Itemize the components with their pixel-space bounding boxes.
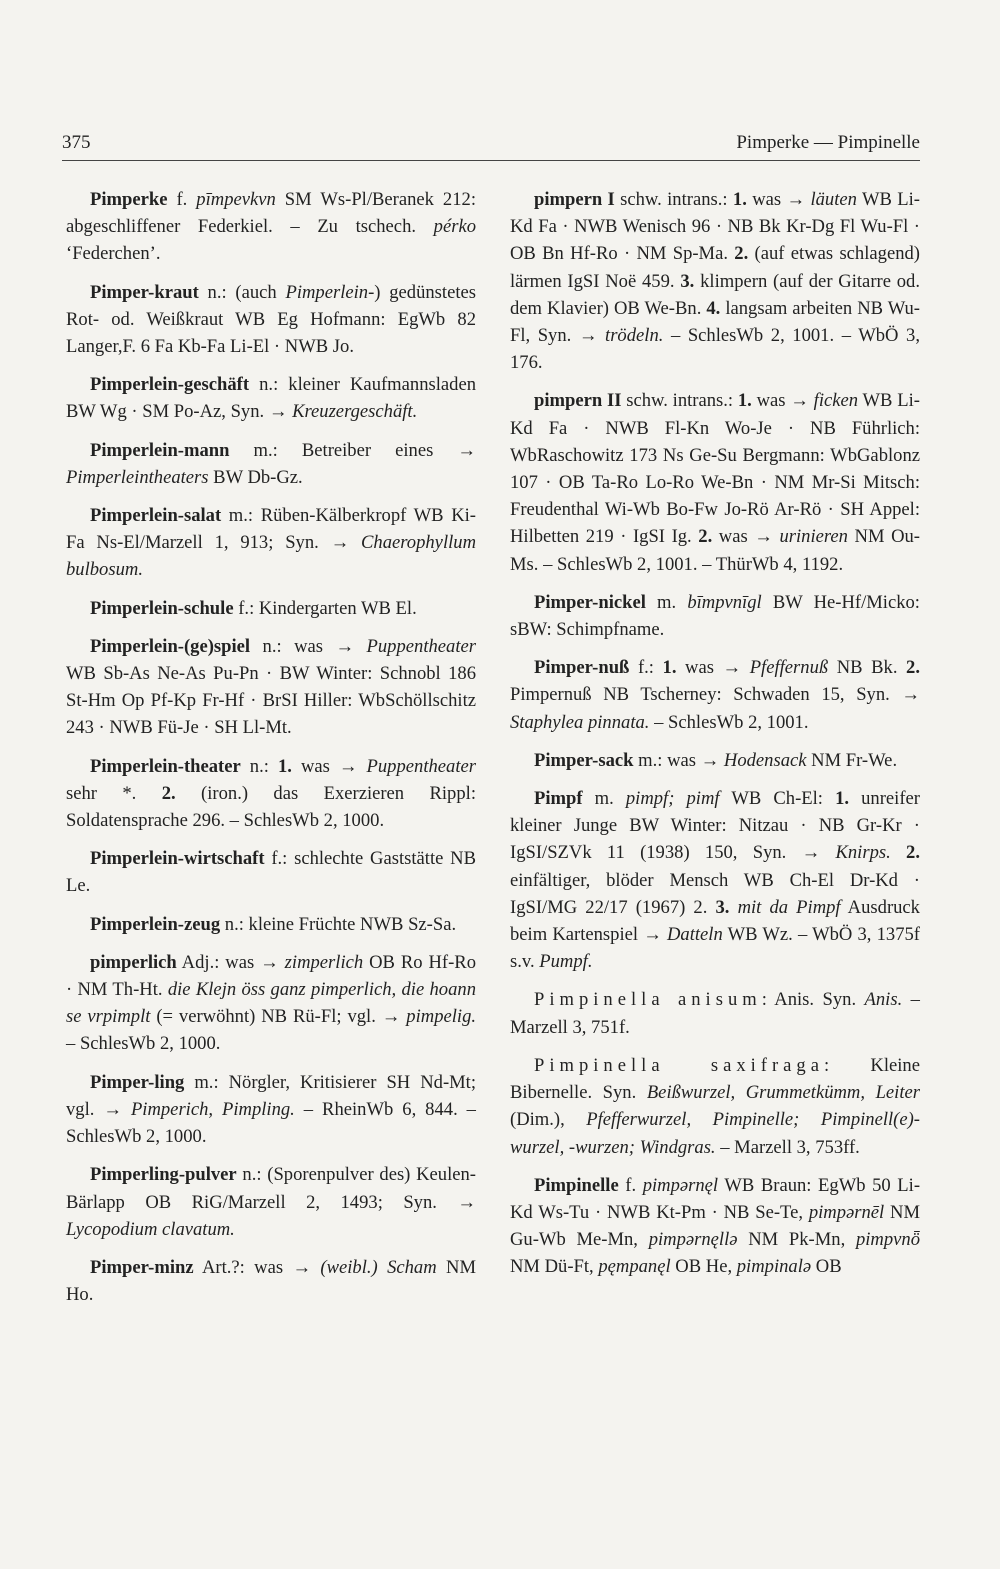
page-header: [62, 128, 920, 161]
dictionary-entry: [66, 753, 476, 835]
dictionary-entry: [66, 437, 476, 491]
entry-headword: Pimper-nickel: [534, 591, 646, 613]
dictionary-entry: [510, 589, 920, 643]
entry-body: f.: Kindergarten WB El.: [233, 597, 417, 619]
entry-body: n.: kleine Früchte NWB Sz-Sa.: [220, 913, 457, 935]
dictionary-entry: [66, 186, 476, 268]
entry-headword: Pimper-ling: [90, 1071, 185, 1093]
entry-headword: Pimperling-pulver: [90, 1164, 237, 1186]
entry-headword: Pimperlein-zeug: [90, 913, 221, 935]
entry-body: f.: schlechte Gaststätte NB Le.: [66, 848, 476, 897]
entry-headword: Pimper-minz: [90, 1256, 194, 1278]
entry-body: n.: (auch Pimperlein-) gedünstetes Rot- od. Weißkraut WB Eg Hofmann: EgWb 82 Langer,F. 6 Fa Kb-Fa Li-El · NWB Jo.: [66, 281, 476, 358]
entry-body: n.: (Sporenpulver des) Keulen-Bärlapp OB RiG/Marzell 2, 1493; Syn. → Lycopodium clavatum.: [66, 1164, 476, 1240]
entry-headword: Pimperlein-(ge)spiel: [90, 635, 251, 657]
entry-body: Pimpinella anisum: Anis. Syn. Anis. – Marzell 3, 751f.: [510, 989, 920, 1038]
entry-body: m.: was → Hodensack NM Fr-We.: [633, 749, 898, 771]
entry-headword: Pimpinelle: [534, 1174, 619, 1196]
dictionary-entry: [510, 785, 920, 975]
entry-body: Pimpinella saxifraga: Kleine Bibernelle. Syn. Beißwurzel, Grummetkümm, Leiter (Dim.), Pfefferwurzel, Pimpinelle; Pimpinell(e)-wurzel, -wurzen; Windgras. – Marzell 3, 753ff.: [510, 1054, 921, 1158]
entry-body: schw. intrans.: 1. was → ficken WB Li-Kd Fa · NWB Fl-Kn Wo-Je · NB Führlich: WbRaschowitz 173 Ns Ge-Su Bergmann: WbGablonz 107 · OB Ta-Ro Lo-Ro We-Bn · NM Mr-Si Mitsch: Freudenthal Wi-Wb Bo-Fw Jo-Rö Ar-Rö · SH Appel: Hilbetten 219 · IgSI Ig. 2. was → urinieren NM Ou-Ms. – SchlesWb 2, 1001. – ThürWb 4, 1192.: [510, 390, 920, 575]
dictionary-entry: [66, 279, 476, 361]
dictionary-entry: [66, 949, 476, 1058]
entry-body: n.: kleiner Kaufmannsladen BW Wg · SM Po-Az, Syn. → Kreuzergeschäft.: [66, 374, 476, 423]
dictionary-entry: [510, 1052, 920, 1161]
entry-body: m. bīmpvnīgl BW He-Hf/Micko: sBW: Schimpfname.: [510, 591, 920, 641]
entry-body: f. pimpərnęl WB Braun: EgWb 50 Li-Kd Ws-Tu · NWB Kt-Pm · NB Se-Te, pimpərnēl NM Gu-Wb Me-Mn, pimpərnęllə NM Pk-Mn, pimpvnȫ NM Dü-Ft, pęmpanęl OB He, pimpinalə OB: [510, 1174, 921, 1278]
entry-body: n.: 1. was → Puppentheater sehr *. 2. (iron.) das Exerzieren Rippl: Soldatensprache 296. – SchlesWb 2, 1000.: [66, 755, 476, 832]
entry-headword: Pimperlein-theater: [90, 755, 241, 777]
entry-headword: Pimpf: [534, 788, 583, 810]
entry-headword: pimpern I: [534, 189, 615, 210]
right-column: [510, 186, 920, 1292]
dictionary-entry: [510, 186, 920, 376]
entry-headword: Pimper-sack: [534, 749, 634, 771]
entry-headword: Pimper-nuß: [534, 657, 630, 679]
entry-body: m.: Rüben-Kälberkropf WB Ki-Fa Ns-El/Marzell 1, 913; Syn. → Chaerophyllum bulbosum.: [66, 505, 476, 581]
dictionary-entry: [66, 1069, 476, 1151]
page-number: 375: [62, 132, 91, 153]
dictionary-entry: [66, 845, 476, 899]
dictionary-entry: [66, 502, 476, 584]
entry-headword: Pimperke: [90, 189, 168, 210]
dictionary-entry: [66, 371, 476, 425]
running-head: Pimperke — Pimpinelle: [736, 132, 920, 153]
entry-body: m.: Betreiber eines → Pimperleintheaters BW Db-Gz.: [66, 439, 476, 488]
entry-headword: Pimperlein-mann: [90, 439, 230, 461]
dictionary-entry: [66, 1161, 476, 1243]
dictionary-entry: [66, 911, 476, 938]
entry-body: m.: Nörgler, Kritisierer SH Nd-Mt; vgl. → Pimperich, Pimpling. – RheinWb 6, 844. – SchlesWb 2, 1000.: [66, 1071, 476, 1148]
entry-body: schw. intrans.: 1. was → läuten WB Li-Kd Fa · NWB Wenisch 96 · NB Bk Kr-Dg Fl Wu-Fl · OB Bn Hf-Ro · NM Sp-Ma. 2. (auf etwas schlagend) lärmen IgSI Noë 459. 3. klimpern (auf der Gitarre od. dem Klavier) OB We-Bn. 4. langsam arbeiten NB Wu-Fl, Syn. → trödeln. – SchlesWb 2, 1001. – WbÖ 3, 176.: [510, 189, 920, 374]
entry-body: Art.?: was → (weibl.) Scham NM Ho.: [66, 1256, 476, 1306]
entry-headword: Pimperlein-geschäft: [90, 374, 250, 396]
dictionary-entry: [510, 1172, 920, 1281]
entry-body: m. pimpf; pimf WB Ch-El: 1. unreifer kleiner Junge BW Winter: Nitzau · NB Gr-Kr · IgSI/SZVk 11 (1938) 150, Syn. → Knirps. 2. einfältiger, blöder Mensch WB Ch-El Dr-Kd · IgSI/MG 22/17 (1967) 2. 3. mit da Pimpf Ausdruck beim Kartenspiel → Datteln WB Wz. – WbÖ 3, 1375f s.v. Pumpf.: [510, 788, 920, 973]
entry-headword: Pimper-kraut: [90, 281, 199, 303]
entry-headword: Pimperlein-schule: [90, 597, 234, 619]
entry-body: n.: was → Puppentheater WB Sb-As Ne-As Pu-Pn · BW Winter: Schnobl 186 St-Hm Op Pf-Kp Fr-Hf · BrSI Hiller: WbSchöllschitz 243 · NWB Fü-Je · SH Ll-Mt.: [66, 635, 476, 739]
entry-headword: pimperlich: [90, 951, 177, 973]
dictionary-entry: [66, 595, 476, 622]
entry-headword: Pimperlein-salat: [90, 505, 222, 527]
entry-headword: pimpern II: [534, 390, 622, 412]
dictionary-entry: [510, 387, 920, 577]
dictionary-entry: [66, 633, 476, 742]
left-column: [66, 186, 476, 1319]
dictionary-entry: [510, 986, 920, 1040]
entry-body: f. pīmpevkvn SM Ws-Pl/Beranek 212: abgeschliffener Federkiel. – Zu tschech. pérko ‘Federchen’.: [66, 189, 476, 265]
dictionary-entry: [510, 747, 920, 774]
entry-headword: Pimperlein-wirtschaft: [90, 848, 265, 870]
entry-body: Adj.: was → zimperlich OB Ro Hf-Ro · NM Th-Ht. die Klejn öss ganz pimperlich, die hoann se vrpimplt (= verwöhnt) NB Rü-Fl; vgl. → pimpelig. – SchlesWb 2, 1000.: [66, 951, 477, 1055]
entry-body: f.: 1. was → Pfeffernuß NB Bk. 2. Pimpernuß NB Tscherney: Schwaden 15, Syn. → Staphylea pinnata. – SchlesWb 2, 1001.: [510, 657, 920, 733]
dictionary-entry: [66, 1254, 476, 1308]
dictionary-entry: [510, 654, 920, 736]
